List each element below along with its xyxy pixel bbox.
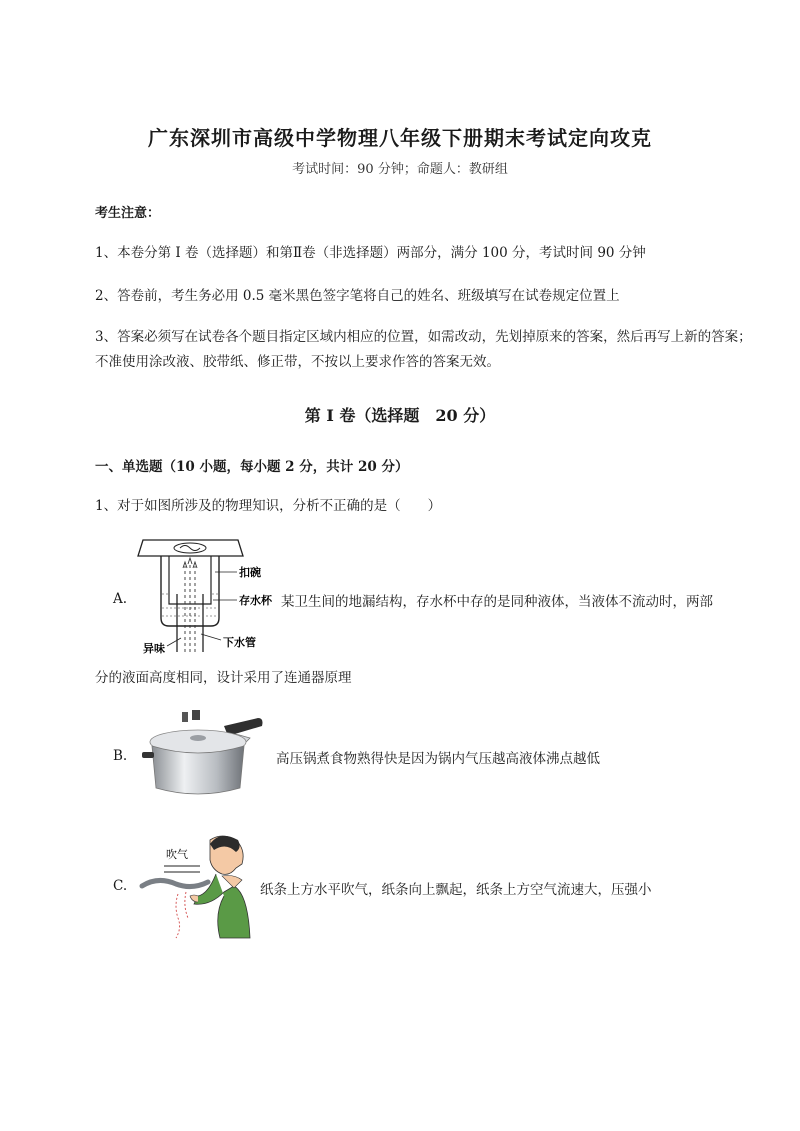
floor-drain-figure bbox=[133, 534, 283, 658]
option-a-text-line1: 某卫生间的地漏结构，存水杯中存的是同种液体，当液体不流动时，两部 bbox=[281, 594, 713, 610]
bowl-label: 扣碗 bbox=[239, 566, 261, 579]
option-b-text: 高压锅煮食物熟得快是因为锅内气压越高液体沸点越低 bbox=[276, 751, 600, 767]
section-title: 第 I 卷（选择题 20 分） bbox=[304, 406, 496, 425]
option-b-letter: B. bbox=[113, 748, 128, 764]
cup-label: 存水杯 bbox=[239, 594, 272, 607]
notice-item-3: 3、答案必须写在试卷各个题目指定区域内相应的位置，如需改动，先划掉原来的答案，然后再写上新的答案；不准使用涂改液、胶带纸、修正带，不按以上要求作答的答案无效。 bbox=[95, 329, 752, 370]
notice-heading: 考生注意： bbox=[95, 206, 161, 221]
blow-label: 吹气 bbox=[166, 848, 188, 861]
part-title: 一、单选题（10 小题，每小题 2 分，共计 20 分） bbox=[95, 459, 409, 475]
page-title: 广东深圳市高级中学物理八年级下册期末考试定向攻克 bbox=[148, 126, 652, 150]
exam-info: 考试时间：90 分钟；命题人：教研组 bbox=[292, 162, 508, 177]
odor-label: 异味 bbox=[143, 642, 165, 655]
option-a-letter: A. bbox=[113, 591, 128, 607]
question-stem: 1、对于如图所涉及的物理知识，分析不正确的是（ ） bbox=[95, 498, 442, 514]
option-c-text: 纸条上方水平吹气，纸条向上飘起，纸条上方空气流速大，压强小 bbox=[260, 882, 652, 898]
option-c-letter: C. bbox=[113, 878, 128, 894]
pipe-label: 下水管 bbox=[223, 636, 256, 649]
notice-item-1: 1、本卷分第 I 卷（选择题）和第Ⅱ卷（非选择题）两部分，满分 100 分，考试时间 90 分钟 bbox=[95, 245, 646, 261]
blowing-paper-figure bbox=[138, 834, 260, 942]
pressure-cooker-icon bbox=[140, 708, 265, 800]
notice-item-2: 2、答卷前，考生务必用 0.5 毫米黑色签字笔将自己的姓名、班级填写在试卷规定位置上 bbox=[95, 288, 620, 304]
option-a-text-line2: 分的液面高度相同，设计采用了连通器原理 bbox=[95, 670, 352, 686]
